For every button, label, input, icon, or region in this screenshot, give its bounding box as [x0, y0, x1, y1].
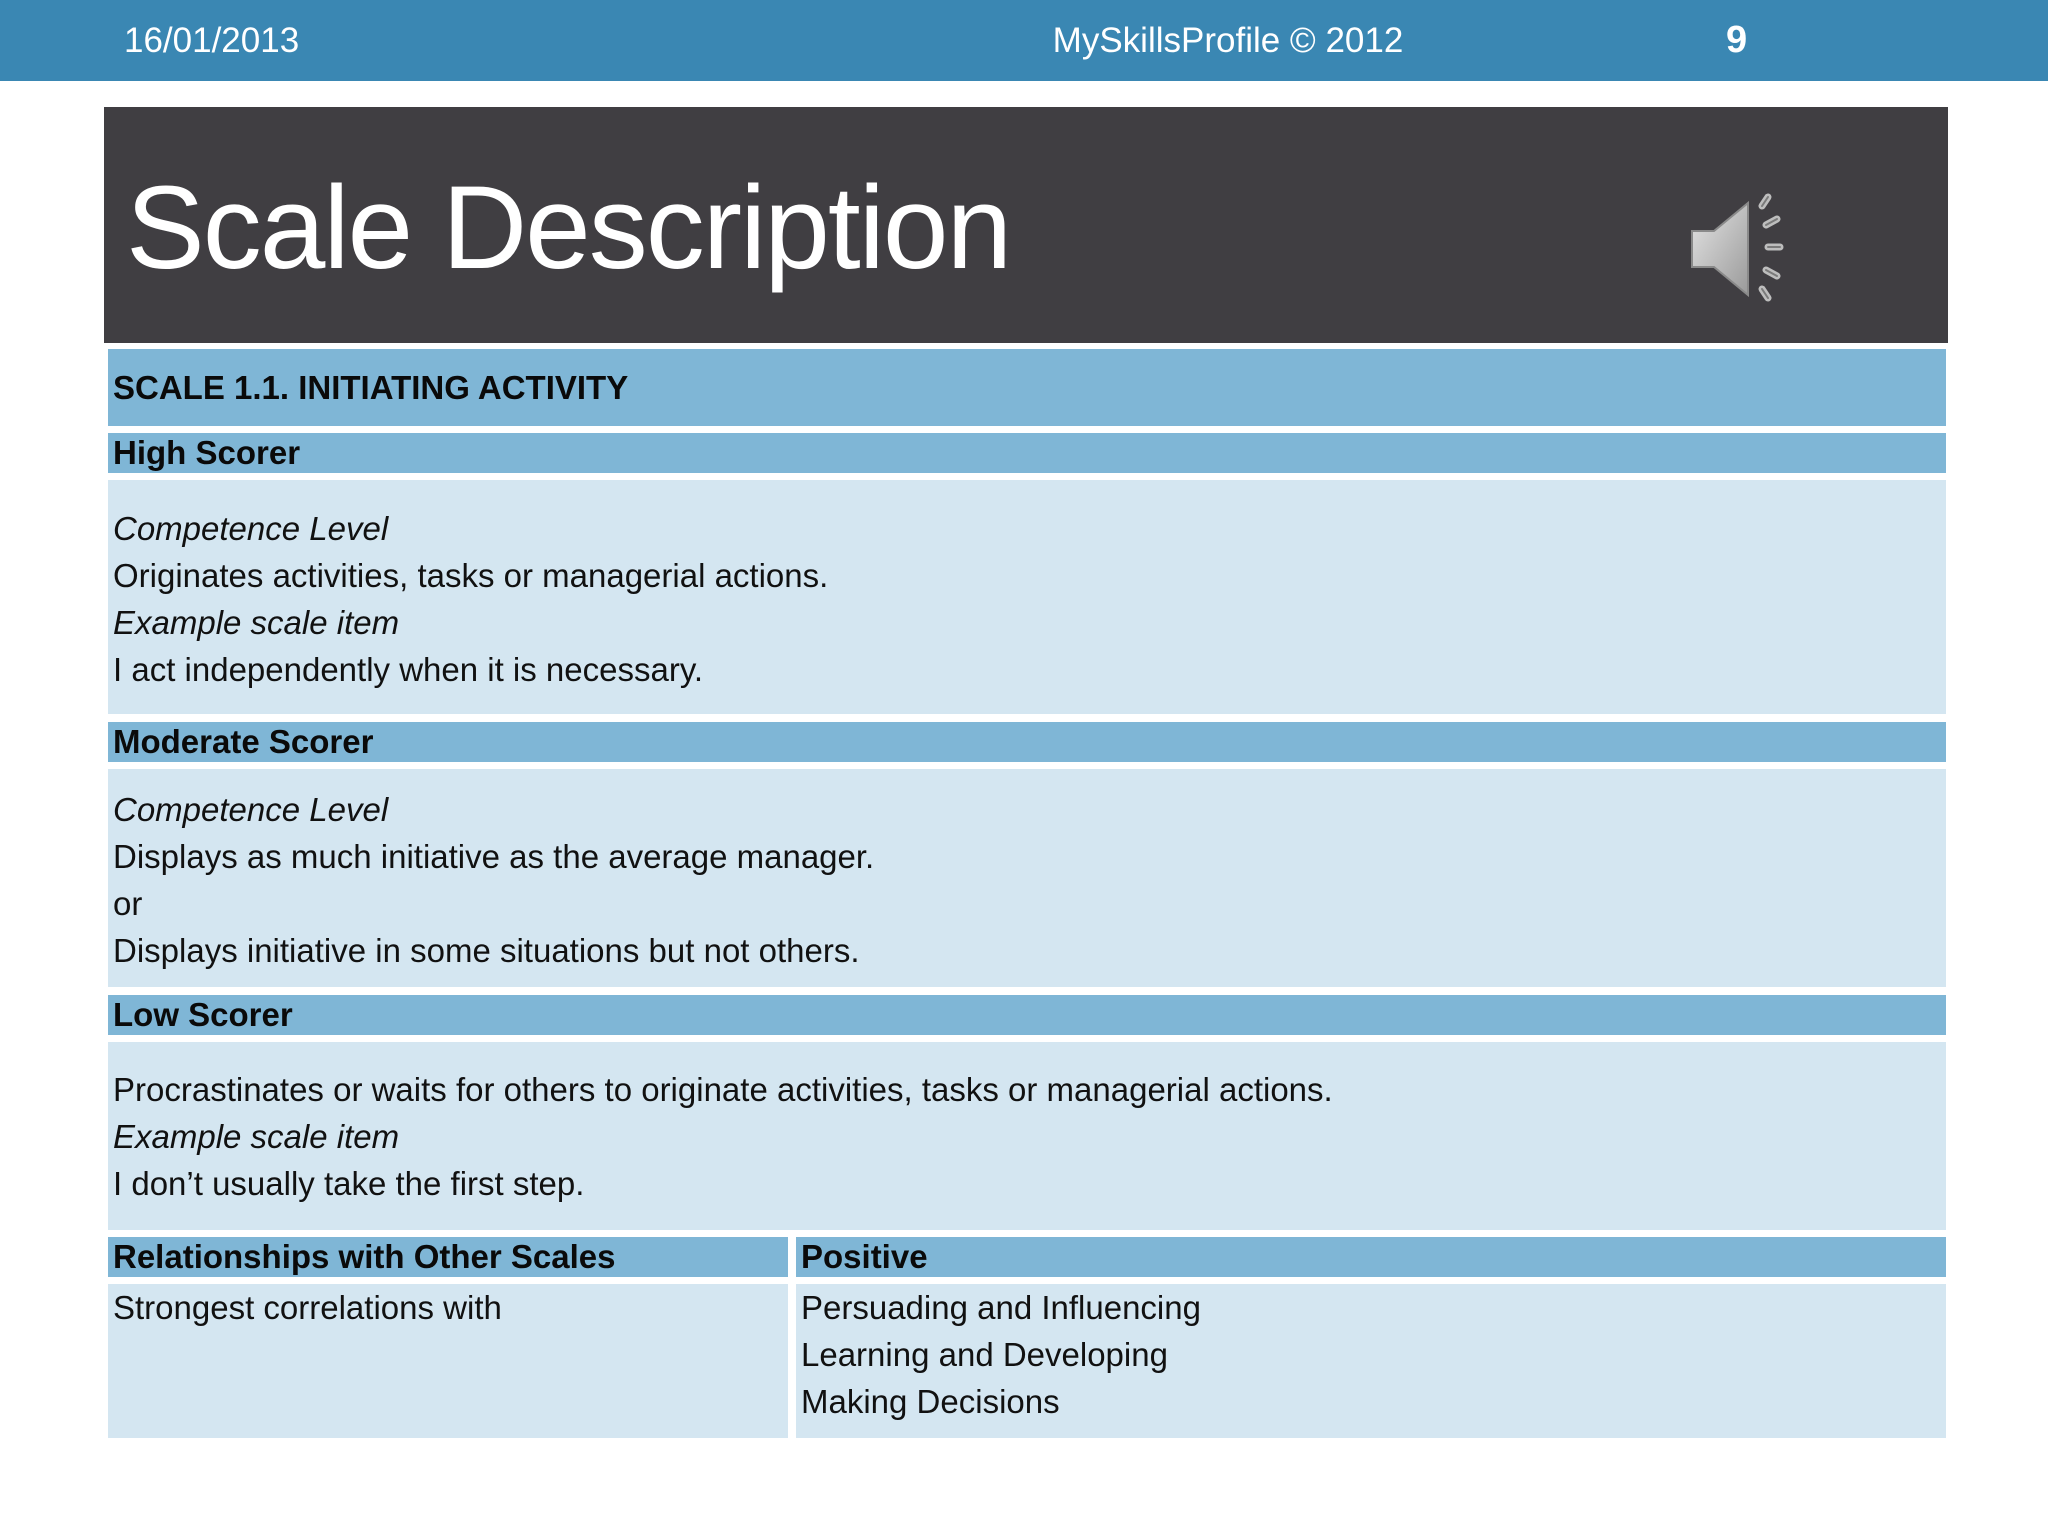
moderate-line-2: or	[113, 885, 143, 922]
speaker-icon[interactable]	[1684, 189, 1804, 309]
positive-item: Persuading and Influencing	[801, 1289, 1201, 1326]
scale-name-row	[108, 349, 1946, 426]
low-example-text: I don’t usually take the first step.	[113, 1165, 585, 1202]
relationships-text: Strongest correlations with	[113, 1289, 502, 1326]
page-title: Scale Description	[126, 162, 1011, 294]
high-example-text: I act independently when it is necessary.	[113, 651, 704, 688]
low-scorer-header	[108, 995, 1946, 1035]
low-scorer-body	[108, 1042, 1946, 1230]
high-scorer-label: High Scorer	[113, 434, 301, 471]
positive-body	[796, 1284, 1946, 1438]
positive-item: Making Decisions	[801, 1383, 1060, 1420]
high-competence-text: Originates activities, tasks or managerial actions.	[113, 557, 829, 594]
moderate-scorer-label: Moderate Scorer	[113, 723, 374, 760]
title-banner	[104, 107, 1948, 343]
high-scorer-header	[108, 433, 1946, 473]
relationships-header	[108, 1237, 788, 1277]
moderate-scorer-header	[108, 722, 1946, 762]
low-example-label: Example scale item	[113, 1118, 400, 1155]
moderate-line-1: Displays as much initiative as the average manager.	[113, 838, 875, 875]
slide-date: 16/01/2013	[124, 21, 300, 60]
slide-page-number: 9	[1726, 19, 1748, 61]
relationships-body	[108, 1284, 788, 1438]
moderate-scorer-body	[108, 769, 1946, 987]
positive-item: Learning and Developing	[801, 1336, 1168, 1373]
relationships-label: Relationships with Other Scales	[113, 1238, 616, 1275]
slide-copyright: MySkillsProfile © 2012	[1052, 21, 1404, 60]
high-scorer-body	[108, 480, 1946, 714]
low-scorer-label: Low Scorer	[113, 996, 293, 1033]
moderate-line-3: Displays initiative in some situations but not others.	[113, 932, 860, 969]
low-competence-text: Procrastinates or waits for others to originate activities, tasks or managerial actions.	[113, 1071, 1333, 1108]
positive-header	[796, 1237, 1946, 1277]
moderate-competence-label: Competence Level	[113, 791, 389, 828]
high-competence-label: Competence Level	[113, 510, 389, 547]
high-example-label: Example scale item	[113, 604, 400, 641]
scale-name: SCALE 1.1. INITIATING ACTIVITY	[113, 369, 629, 406]
slide-header-bar	[0, 0, 2048, 81]
positive-label: Positive	[801, 1238, 928, 1275]
